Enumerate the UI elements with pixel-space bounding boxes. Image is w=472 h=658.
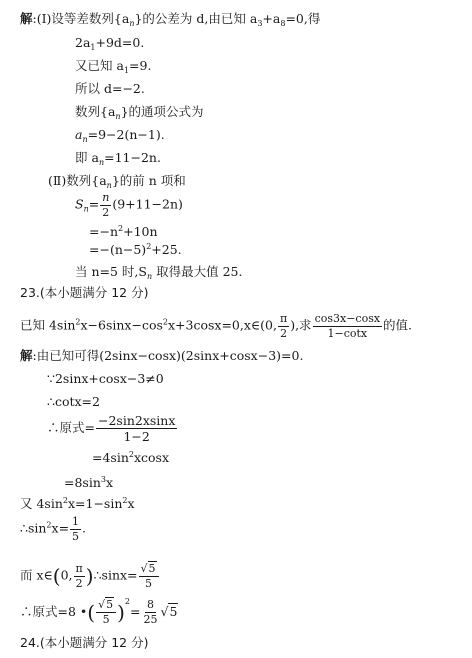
solution-23-line-9: 而 x∈(0, $\frac{\pi}{2}$ )∴sinx= $\frac{√5}{5}$ xyxy=(20,563,160,589)
question-23-text: 已知 $4\sin^2x-6\sin x-\cos^2x+3\cos x=0,x\in(0$, $\frac{\pi}{2}$ ),求 $\frac{\cos 3x-\cos x}{1-\cot x}$ 的值. xyxy=(20,312,413,340)
solution-23-line-4: ∴原式= $\frac{-2\sin 2xsinx}{1-2}$ xyxy=(47,413,176,445)
line-8: (Ⅱ)数列$\{a_n\}$的前 n 项和 xyxy=(48,173,186,190)
fraction-pi-over-2-b: $\frac{\pi}{2}$ xyxy=(75,562,83,590)
fraction-sqrt5-over-5: $\frac{√5}{5}$ xyxy=(139,563,159,589)
line-10: $=-n^2+10n$ xyxy=(89,224,158,239)
solution-23-line-8: $\therefore\sin^2x=$ $\frac{1}{5}$ . xyxy=(20,515,87,543)
line-2: $2a_1+9d=0$. xyxy=(75,35,145,52)
solution-23-line-2: ∵2sinx+cosx−3≠0 xyxy=(47,371,164,386)
line-4: 所以 d=−2. xyxy=(75,81,145,96)
question-23-heading: 23.(本小题满分 12 分) xyxy=(20,285,149,300)
line-12: 当 n=5 时$,S_n$ 取得最大值 25. xyxy=(75,264,243,281)
line-11: $=-(n-5)^2+25$. xyxy=(89,242,182,257)
solution-23-line-3: ∴cotx=2 xyxy=(47,394,100,409)
fraction-8-over-25: $\frac{8}{25}$ xyxy=(143,598,158,626)
solution-23-line-5: $=4\sin^2xcosx$ xyxy=(92,450,170,465)
line-7: 即 $a_n=11-2n$. xyxy=(75,150,161,167)
fraction-cos-over-cot: $\frac{\cos 3x-\cos x}{1-\cot x}$ xyxy=(314,312,381,340)
fraction-pi-over-2: $\frac{\pi}{2}$ xyxy=(279,312,288,340)
line-5: 数列$\{a_n\}$的通项公式为 xyxy=(75,104,204,121)
question-24-heading: 24.(本小题满分 12 分) xyxy=(20,635,149,650)
solution-23-line-7: 又 $4\sin^2x=1-\sin^2x$ xyxy=(20,496,135,511)
fraction-original-expression: $\frac{-2\sin 2xsinx}{1-2}$ xyxy=(97,413,176,445)
fraction-one-fifth: $\frac{1}{5}$ xyxy=(72,515,80,543)
line-3: 又已知 $a_1=9$. xyxy=(75,58,152,75)
line-9: $S_n=$ $\frac{n}{2}$ (9+11−2n) xyxy=(75,191,183,219)
fraction-sqrt5-over-5-b: $\frac{√5}{5}$ xyxy=(96,599,116,625)
solution-23-line-1: 解:由已知可得(2sinx−cosx)(2sinx+cosx−3)=0. xyxy=(20,348,304,363)
line-1: 解:(Ⅰ)设等差数列$\{a_n\}$的公差为 d,由已知 $a_3+a_8=0$,得 xyxy=(20,11,321,28)
solution-23-line-6: $=8\sin^3x$ xyxy=(64,475,114,490)
solution-23-line-10: ∴原式=8 •( $\frac{√5}{5}$ )$^2$= $\frac{8}{25}$ √5 xyxy=(20,597,178,626)
line-6: $a_n=9-2(n-1)$. xyxy=(75,127,165,144)
fraction-n-over-2: $\frac{n}{2}$ xyxy=(102,191,110,219)
